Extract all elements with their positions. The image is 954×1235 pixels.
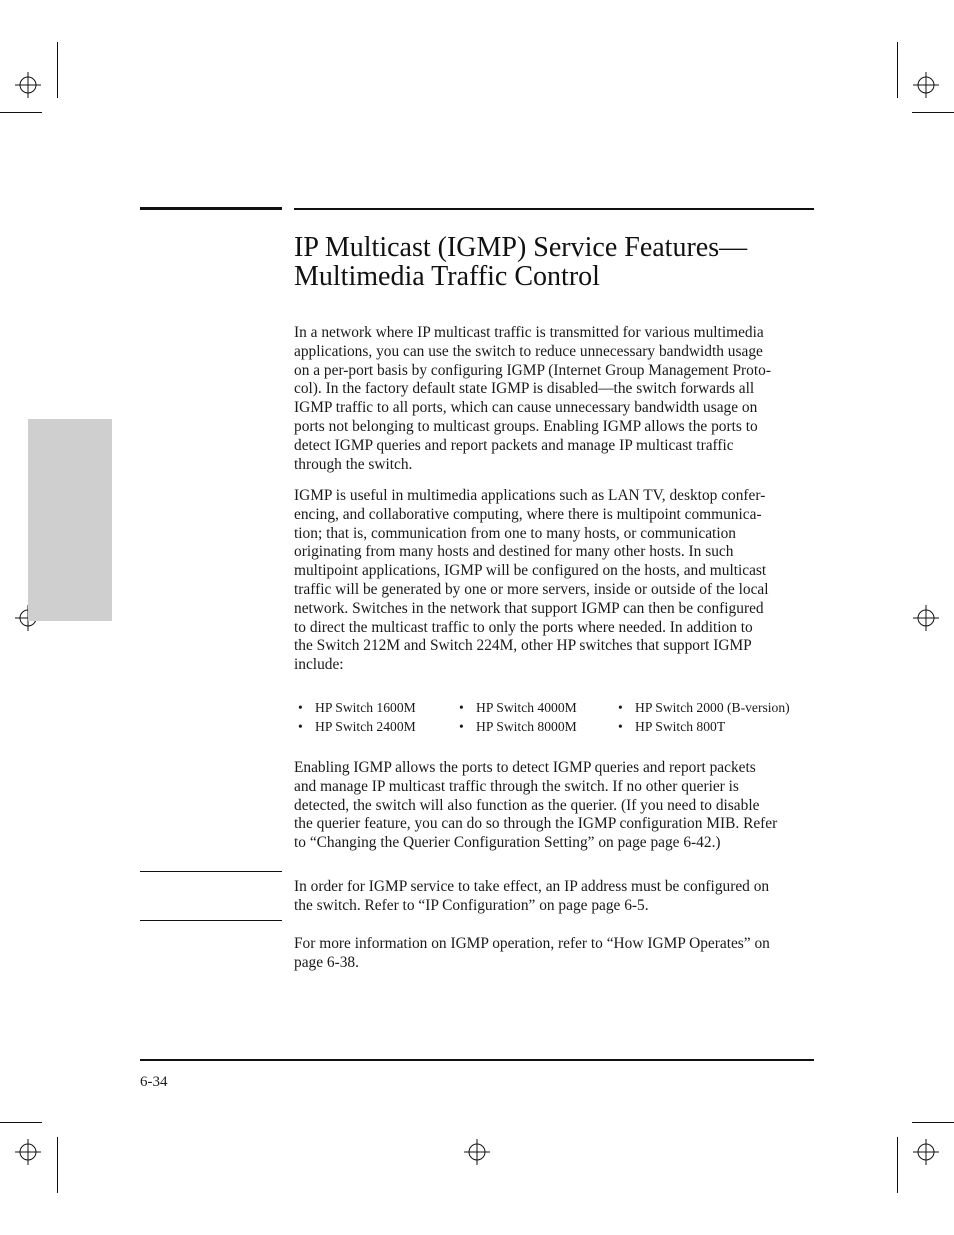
registration-mark-icon <box>913 605 939 631</box>
text-line: originating from many hosts and destined for many other hosts. In such <box>294 543 734 561</box>
crop-mark <box>912 112 954 113</box>
bullet-icon: • <box>298 719 303 734</box>
text-line: and manage IP multicast traffic through the switch. If no other querier is <box>294 777 739 795</box>
text-line: to direct the multicast traffic to only the ports where needed. In addition to <box>294 618 753 636</box>
text-line: applications, you can use the switch to reduce unnecessary bandwidth usage <box>294 342 763 360</box>
text-line: IGMP traffic to all ports, which can cause unnecessary bandwidth usage on <box>294 399 758 417</box>
list-item: • HP Switch 2400M <box>298 719 416 734</box>
crop-mark <box>0 112 42 113</box>
text-line: tion; that is, communication from one to many hosts, or communication <box>294 524 736 542</box>
paragraph-querier <box>294 759 818 853</box>
crop-mark <box>897 42 898 98</box>
text-line: Enabling IGMP allows the ports to detect IGMP queries and report packets <box>294 759 756 776</box>
bullet-icon: • <box>459 700 464 715</box>
header-rule-left <box>140 207 282 210</box>
registration-mark-icon <box>464 1139 490 1165</box>
paragraph-igmp-uses <box>294 487 818 675</box>
page-number: 6-34 <box>140 1074 168 1090</box>
text-line: detected, the switch will also function as the querier. (If you need to disable <box>294 796 760 814</box>
note-text <box>294 878 818 916</box>
text-line: detect IGMP queries and report packets and manage IP multicast traffic <box>294 436 734 454</box>
note-rule-top <box>140 871 282 872</box>
text-line: on a per-port basis by configuring IGMP (Internet Group Management Proto- <box>294 361 771 379</box>
text-line: In order for IGMP service to take effect, an IP address must be configured on <box>294 878 770 895</box>
page-title <box>294 233 834 291</box>
text-line: through the switch. <box>294 455 413 473</box>
list-item: • HP Switch 800T <box>618 719 726 734</box>
text-line: In a network where IP multicast traffic is transmitted for various multimedia <box>294 324 764 341</box>
crop-mark <box>57 42 58 98</box>
text-line: the querier feature, you can do so through the IGMP configuration MIB. Refer <box>294 815 778 833</box>
text-line: page 6-38. <box>294 953 359 971</box>
bullet-icon: • <box>618 700 623 715</box>
text-line: col). In the factory default state IGMP is disabled—the switch forwards all <box>294 380 755 398</box>
list-item: • HP Switch 1600M <box>298 700 416 715</box>
text-line: For more information on IGMP operation, refer to “How IGMP Operates” on <box>294 935 770 952</box>
title-line-1: IP Multicast (IGMP) Service Features— <box>294 232 748 263</box>
paragraph-intro <box>294 324 818 474</box>
note-rule-bottom <box>140 920 282 921</box>
registration-mark-icon <box>913 1139 939 1165</box>
registration-mark-icon <box>15 1139 41 1165</box>
list-item: • HP Switch 2000 (B-version) <box>618 700 790 715</box>
text-line: encing, and collaborative computing, where there is multipoint communica- <box>294 505 762 523</box>
crop-mark <box>897 1137 898 1193</box>
footer-rule <box>140 1059 814 1061</box>
list-item: • HP Switch 8000M <box>459 719 577 734</box>
text-line: IGMP is useful in multimedia applications such as LAN TV, desktop confer- <box>294 487 766 504</box>
text-line: to “Changing the Querier Configuration Setting” on page page 6-42.) <box>294 834 721 852</box>
header-rule-right <box>294 208 814 210</box>
text-line: include: <box>294 656 344 674</box>
text-line: traffic will be generated by one or more servers, inside or outside of the local <box>294 580 769 598</box>
crop-mark <box>912 1122 954 1123</box>
paragraph-more-info <box>294 935 818 973</box>
bullet-icon: • <box>618 719 623 734</box>
text-line: ports not belonging to multicast groups. Enabling IGMP allows the ports to <box>294 417 758 435</box>
text-line: multipoint applications, IGMP will be configured on the hosts, and multicast <box>294 562 767 580</box>
text-line: the Switch 212M and Switch 224M, other HP switches that support IGMP <box>294 637 752 655</box>
registration-mark-icon <box>913 72 939 98</box>
bullet-icon: • <box>298 700 303 715</box>
bullet-icon: • <box>459 719 464 734</box>
registration-mark-icon <box>15 72 41 98</box>
crop-mark <box>0 1122 42 1123</box>
text-line: network. Switches in the network that support IGMP can then be configured <box>294 599 764 617</box>
text-line: the switch. Refer to “IP Configuration” on page page 6-5. <box>294 896 649 914</box>
title-line-2: Multimedia Traffic Control <box>294 261 600 292</box>
chapter-side-tab <box>28 419 112 621</box>
crop-mark <box>57 1137 58 1193</box>
list-item: • HP Switch 4000M <box>459 700 577 715</box>
